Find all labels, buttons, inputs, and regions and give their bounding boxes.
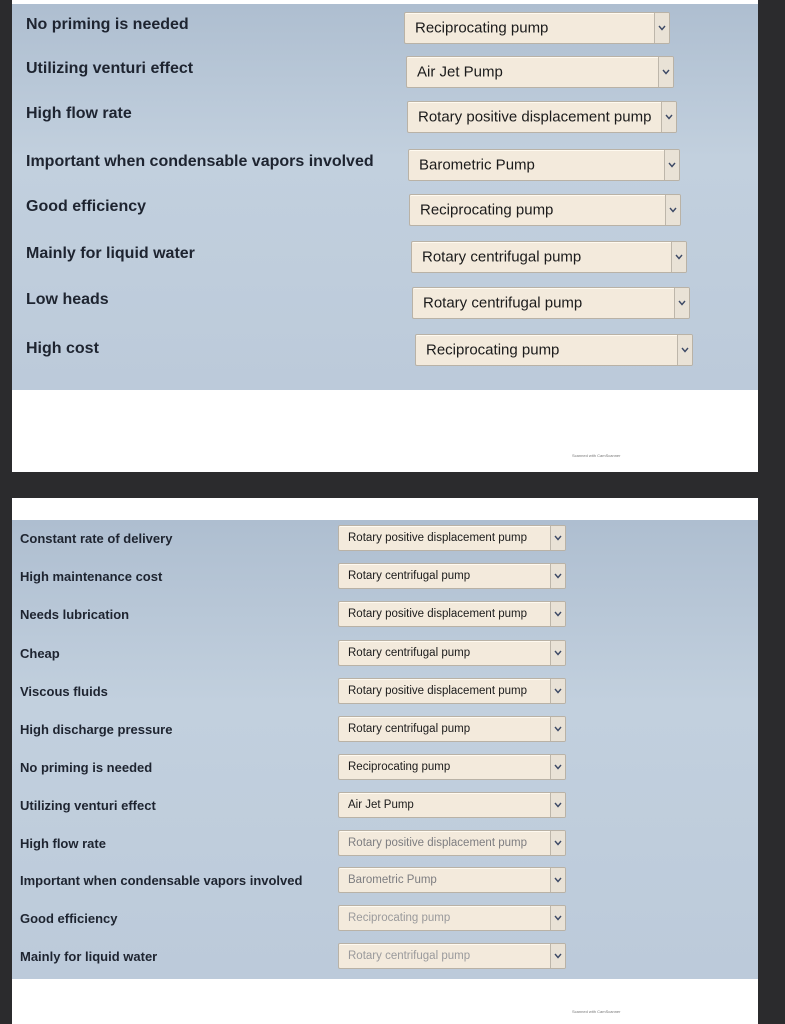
question-label: High discharge pressure [20,722,173,737]
bottom-sheet [12,498,758,1024]
top-sheet [12,0,758,472]
dropdown-selected-value: Rotary positive displacement pump [348,837,527,849]
answer-dropdown[interactable] [338,525,566,551]
chevron-down-icon[interactable] [550,564,565,588]
chevron-down-icon[interactable] [654,13,669,43]
dropdown-selected-value: Rotary centrifugal pump [348,950,471,962]
answer-dropdown[interactable] [338,830,566,856]
chevron-down-icon[interactable] [550,831,565,855]
dropdown-selected-value: Reciprocating pump [348,761,451,773]
answer-dropdown[interactable] [415,334,693,366]
question-panel-bottom [12,520,758,979]
answer-dropdown[interactable] [338,792,566,818]
question-panel-top [12,4,758,390]
question-label: No priming is needed [20,760,153,775]
chevron-down-icon[interactable] [671,242,686,272]
question-label: Good efficiency [26,198,147,215]
chevron-down-icon[interactable] [550,717,565,741]
question-label: High cost [26,340,99,357]
question-label: Utilizing venturi effect [20,798,156,813]
dropdown-selected-value: Rotary positive displacement pump [348,685,527,697]
dropdown-selected-value: Rotary centrifugal pump [348,647,471,659]
answer-dropdown[interactable] [407,101,677,133]
answer-dropdown[interactable] [338,640,566,666]
question-label: High flow rate [26,105,132,122]
question-label: Low heads [26,291,109,308]
answer-dropdown[interactable] [412,287,690,319]
dropdown-selected-value: Rotary positive displacement pump [348,608,527,620]
dropdown-selected-value: Air Jet Pump [417,63,503,81]
question-label: Needs lubrication [20,607,130,622]
chevron-down-icon[interactable] [674,288,689,318]
question-label: Cheap [20,646,60,661]
chevron-down-icon[interactable] [550,868,565,892]
chevron-down-icon[interactable] [550,641,565,665]
dropdown-selected-value: Rotary centrifugal pump [348,570,471,582]
question-label: Important when condensable vapors involved [20,873,303,888]
dropdown-selected-value: Rotary centrifugal pump [348,723,471,735]
scanner-stamp: Scanned with CamScanner [572,453,621,458]
chevron-down-icon[interactable] [677,335,692,365]
answer-dropdown[interactable] [409,194,681,226]
dropdown-selected-value: Rotary positive displacement pump [418,108,652,126]
chevron-down-icon[interactable] [661,102,676,132]
dropdown-selected-value: Rotary centrifugal pump [423,294,583,312]
answer-dropdown[interactable] [408,149,680,181]
answer-dropdown[interactable] [338,905,566,931]
question-label: Mainly for liquid water [20,949,158,964]
dropdown-selected-value: Barometric Pump [419,156,535,174]
dropdown-selected-value: Rotary positive displacement pump [348,532,527,544]
dropdown-selected-value: Rotary centrifugal pump [422,248,582,266]
chevron-down-icon[interactable] [658,57,673,87]
answer-dropdown[interactable] [338,716,566,742]
question-label: High maintenance cost [20,569,163,584]
answer-dropdown[interactable] [338,563,566,589]
chevron-down-icon[interactable] [550,526,565,550]
answer-dropdown[interactable] [338,867,566,893]
question-label: Viscous fluids [20,684,108,699]
chevron-down-icon[interactable] [664,150,679,180]
question-label: Good efficiency [20,911,118,926]
answer-dropdown[interactable] [338,601,566,627]
chevron-down-icon[interactable] [665,195,680,225]
answer-dropdown[interactable] [338,754,566,780]
dropdown-selected-value: Air Jet Pump [348,799,414,811]
dropdown-selected-value: Reciprocating pump [426,341,560,359]
chevron-down-icon[interactable] [550,944,565,968]
chevron-down-icon[interactable] [550,755,565,779]
question-label: Important when condensable vapors involved [26,153,374,170]
answer-dropdown[interactable] [338,943,566,969]
scanner-stamp: Scanned with CamScanner [572,1009,621,1014]
answer-dropdown[interactable] [411,241,687,273]
answer-dropdown[interactable] [404,12,670,44]
chevron-down-icon[interactable] [550,793,565,817]
question-label: Constant rate of delivery [20,531,173,546]
dropdown-selected-value: Reciprocating pump [420,201,554,219]
dropdown-selected-value: Reciprocating pump [415,19,549,37]
chevron-down-icon[interactable] [550,906,565,930]
dropdown-selected-value: Reciprocating pump [348,912,451,924]
question-label: High flow rate [20,836,106,851]
chevron-down-icon[interactable] [550,602,565,626]
question-label: No priming is needed [26,16,189,33]
chevron-down-icon[interactable] [550,679,565,703]
question-label: Mainly for liquid water [26,245,195,262]
answer-dropdown[interactable] [406,56,674,88]
question-label: Utilizing venturi effect [26,60,194,77]
dropdown-selected-value: Barometric Pump [348,874,437,886]
answer-dropdown[interactable] [338,678,566,704]
